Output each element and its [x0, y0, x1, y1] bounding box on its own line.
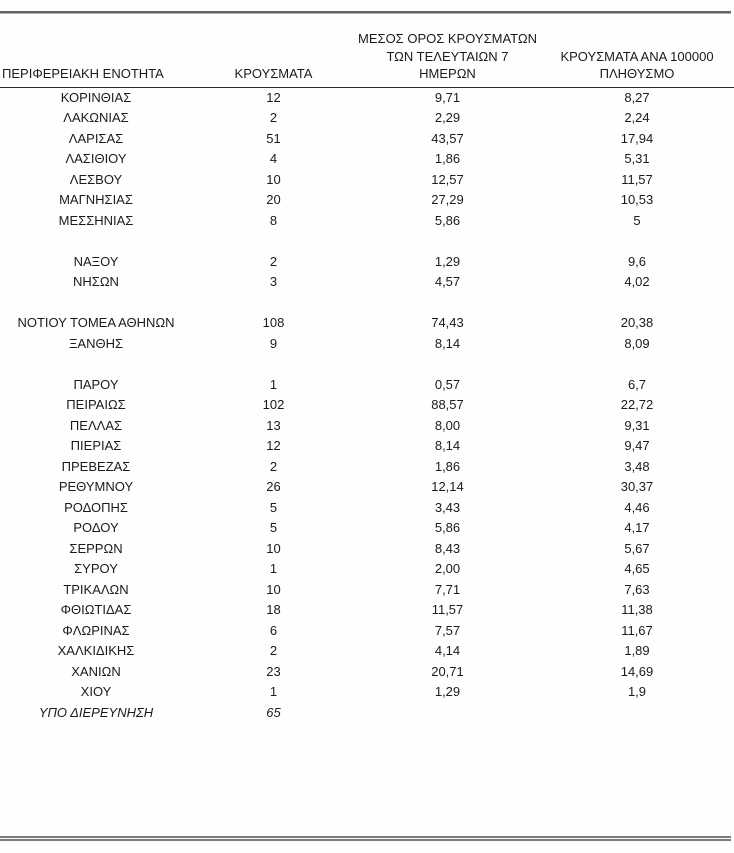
region-cell: ΛΕΣΒΟΥ [69, 171, 123, 187]
per100k-cell: 5,31 [624, 151, 650, 166]
col-header-region [0, 26, 192, 87]
avg7-cell: 8,43 [434, 540, 461, 556]
avg7-cell: 8,14 [434, 335, 461, 351]
per100k-cell [540, 293, 734, 314]
avg7-cell [355, 354, 540, 375]
table-row [0, 498, 734, 519]
cases-cell: 3 [269, 274, 278, 289]
table-row [0, 457, 734, 478]
cases-cell: 1 [269, 376, 278, 392]
col-header-avg7-line1: ΜΕΣΟΣ ΟΡΟΣ ΚΡΟΥΣΜΑΤΩΝ [358, 31, 537, 46]
region-cell: ΠΕΛΛΑΣ [69, 417, 123, 433]
cases-cell: 23 [266, 663, 281, 679]
per100k-cell: 30,37 [620, 479, 654, 494]
cases-cell [192, 293, 355, 314]
avg7-cell: 11,57 [431, 602, 464, 617]
avg7-cell: 8,00 [434, 417, 461, 433]
cases-cell: 2 [269, 643, 278, 658]
per100k-cell: 4,46 [624, 499, 650, 515]
table-row [0, 416, 734, 437]
avg7-cell: 2,00 [434, 561, 461, 576]
table-row [0, 252, 734, 273]
region-cell [0, 231, 192, 252]
table-row [0, 354, 734, 375]
region-cell: ΦΘΙΩΤΙΔΑΣ [60, 602, 132, 617]
avg7-cell: 27,29 [431, 192, 464, 207]
region-cell: ΚΟΡΙΝΘΙΑΣ [60, 89, 132, 105]
cases-cell: 108 [262, 315, 285, 330]
cases-cell: 20 [266, 192, 281, 207]
cases-cell: 1 [269, 684, 278, 699]
cases-cell: 5 [269, 499, 278, 515]
table-row [0, 539, 734, 560]
region-cell [0, 293, 192, 314]
region-cell: ΛΑΡΙΣΑΣ [68, 130, 124, 146]
region-cell: ΜΕΣΣΗΝΙΑΣ [58, 212, 134, 228]
cases-cell: 2 [269, 253, 278, 269]
table-row [0, 641, 734, 662]
per100k-cell [540, 354, 734, 375]
table-row [0, 375, 734, 396]
cases-cell: 5 [269, 520, 278, 535]
per100k-cell: 11,38 [621, 602, 653, 617]
avg7-cell: 9,71 [434, 89, 461, 105]
region-cell: ΤΡΙΚΑΛΩΝ [63, 581, 129, 597]
per100k-cell [540, 703, 734, 724]
col-header-avg7 [355, 26, 540, 87]
region-cell: ΥΠΟ ΔΙΕΡΕΥΝΗΣΗ [38, 704, 154, 720]
col-header-avg7-line3: ΗΜΕΡΩΝ [419, 66, 476, 81]
cases-cell: 6 [269, 622, 278, 638]
avg7-cell [355, 293, 540, 314]
avg7-cell: 1,29 [434, 684, 461, 699]
avg7-cell: 20,71 [431, 663, 464, 679]
avg7-cell: 3,43 [434, 499, 461, 515]
avg7-cell: 8,14 [434, 438, 461, 453]
avg7-cell: 7,71 [434, 581, 461, 597]
cases-cell: 8 [269, 212, 278, 228]
per100k-cell: 17,94 [620, 130, 654, 146]
region-cell: ΡΕΘΥΜΝΟΥ [58, 479, 134, 494]
table-row [0, 190, 734, 211]
cases-cell: 1 [269, 561, 278, 576]
region-cell: ΜΑΓΝΗΣΙΑΣ [59, 192, 133, 207]
table-row [0, 621, 734, 642]
per100k-cell: 8,27 [624, 89, 650, 105]
region-cell: ΝΑΞΟΥ [73, 253, 119, 269]
table-row [0, 334, 734, 355]
table-header [0, 26, 734, 87]
cases-cell: 2 [269, 110, 278, 125]
table-row [0, 559, 734, 580]
avg7-cell: 88,57 [431, 397, 464, 412]
per100k-cell: 4,02 [624, 274, 650, 289]
region-cell: ΡΟΔΟΥ [73, 520, 119, 535]
per100k-cell: 14,69 [620, 663, 654, 679]
per100k-cell: 22,72 [620, 397, 654, 412]
avg7-cell: 1,86 [434, 458, 461, 474]
per100k-cell: 8,09 [624, 335, 650, 351]
region-cell: ΣΥΡΟΥ [74, 561, 118, 576]
table-row [0, 231, 734, 252]
region-cell: ΡΟΔΟΠΗΣ [64, 499, 128, 515]
avg7-cell: 12,14 [431, 479, 464, 494]
region-cell: ΛΑΣΙΘΙΟΥ [65, 151, 127, 166]
per100k-cell: 2,24 [624, 110, 650, 125]
cases-cell: 12 [266, 89, 281, 105]
per100k-cell: 1,9 [627, 684, 647, 699]
avg7-cell: 74,43 [431, 315, 464, 330]
col-header-avg7-line2: ΤΩΝ ΤΕΛΕΥΤΑΙΩΝ 7 [386, 48, 509, 64]
table-row [0, 170, 734, 191]
region-cell: ΠΙΕΡΙΑΣ [70, 438, 122, 453]
table-row [0, 436, 734, 457]
region-cell: ΛΑΚΩΝΙΑΣ [63, 110, 129, 125]
cases-cell: 18 [266, 602, 281, 617]
cases-cell: 26 [266, 479, 281, 494]
table-row [0, 293, 734, 314]
table-row [0, 108, 734, 129]
avg7-cell: 1,86 [434, 151, 461, 166]
table-row [0, 682, 734, 703]
per100k-cell [540, 231, 734, 252]
per100k-cell: 1,89 [624, 643, 650, 658]
region-cell: ΝΟΤΙΟΥ ΤΟΜΕΑ ΑΘΗΝΩΝ [17, 315, 175, 330]
table-row [0, 87, 734, 108]
region-cell: ΠΑΡΟΥ [73, 376, 119, 392]
per100k-cell: 4,17 [624, 520, 650, 535]
region-cell: ΧΑΛΚΙΔΙΚΗΣ [57, 643, 135, 658]
cases-cell [192, 231, 355, 252]
per100k-cell: 4,65 [624, 561, 650, 576]
table-row [0, 395, 734, 416]
bottom-divider [0, 836, 731, 841]
avg7-cell: 5,86 [434, 520, 461, 535]
avg7-cell: 12,57 [431, 171, 464, 187]
cases-cell [192, 354, 355, 375]
per100k-cell: 9,47 [624, 438, 650, 453]
avg7-cell: 7,57 [434, 622, 461, 638]
region-cell: ΧΑΝΙΩΝ [71, 663, 121, 679]
avg7-cell: 0,57 [434, 376, 461, 392]
cases-by-region-table [0, 26, 734, 723]
avg7-cell: 4,57 [434, 274, 461, 289]
table-row [0, 600, 734, 621]
per100k-cell: 6,7 [627, 376, 647, 392]
table-row [0, 211, 734, 232]
per100k-cell: 11,67 [621, 622, 653, 638]
region-cell: ΝΗΣΩΝ [73, 274, 119, 289]
table-row [0, 580, 734, 601]
region-cell [0, 354, 192, 375]
col-header-per100k-line2: ΠΛΗΘΥΣΜΟ [599, 66, 675, 81]
table-row [0, 477, 734, 498]
region-cell: ΠΡΕΒΕΖΑΣ [61, 458, 131, 474]
avg7-cell: 1,29 [434, 253, 461, 269]
col-header-per100k [540, 26, 734, 87]
top-divider [0, 11, 731, 14]
region-cell: ΦΛΩΡΙΝΑΣ [62, 622, 130, 638]
avg7-cell [355, 231, 540, 252]
cases-cell: 10 [266, 581, 281, 597]
table-row [0, 703, 734, 724]
cases-cell: 4 [269, 151, 278, 166]
region-cell: ΣΕΡΡΩΝ [69, 540, 123, 556]
cases-cell: 10 [266, 540, 281, 556]
cases-cell: 12 [266, 438, 281, 453]
per100k-cell: 10,53 [620, 192, 654, 207]
table-row [0, 662, 734, 683]
avg7-cell: 2,29 [434, 110, 461, 125]
cases-cell: 51 [266, 130, 281, 146]
region-cell: ΠΕΙΡΑΙΩΣ [66, 397, 126, 412]
table-row [0, 149, 734, 170]
table-body [0, 87, 734, 723]
region-cell: ΞΑΝΘΗΣ [68, 335, 124, 351]
table-row [0, 313, 734, 334]
per100k-cell: 5,67 [624, 540, 650, 556]
avg7-cell: 5,86 [434, 212, 461, 228]
cases-cell: 102 [262, 397, 285, 412]
avg7-cell: 4,14 [434, 643, 461, 658]
cases-cell: 65 [266, 704, 281, 720]
per100k-cell: 9,31 [624, 417, 650, 433]
avg7-cell: 43,57 [431, 130, 464, 146]
per100k-cell: 5 [633, 212, 641, 228]
col-header-cases [192, 26, 355, 87]
per100k-cell: 3,48 [624, 458, 650, 474]
col-header-cases-label: ΚΡΟΥΣΜΑΤΑ [234, 66, 313, 81]
per100k-cell: 11,57 [621, 171, 653, 187]
table-row [0, 129, 734, 150]
table-row [0, 518, 734, 539]
cases-cell: 13 [266, 417, 281, 433]
per100k-cell: 7,63 [624, 581, 650, 597]
col-header-per100k-line1: ΚΡΟΥΣΜΑΤΑ ΑΝΑ 100000 [560, 48, 714, 64]
cases-cell: 9 [269, 335, 278, 351]
cases-cell: 2 [269, 458, 278, 474]
per100k-cell: 20,38 [620, 315, 654, 330]
cases-cell: 10 [266, 171, 281, 187]
col-header-region-label: ΠΕΡΙΦΕΡΕΙΑΚΗ ΕΝΟΤΗΤΑ [2, 66, 164, 81]
avg7-cell [355, 703, 540, 724]
per100k-cell: 9,6 [627, 253, 647, 269]
table-row [0, 272, 734, 293]
header-row [0, 26, 734, 87]
region-cell: ΧΙΟΥ [80, 684, 112, 699]
